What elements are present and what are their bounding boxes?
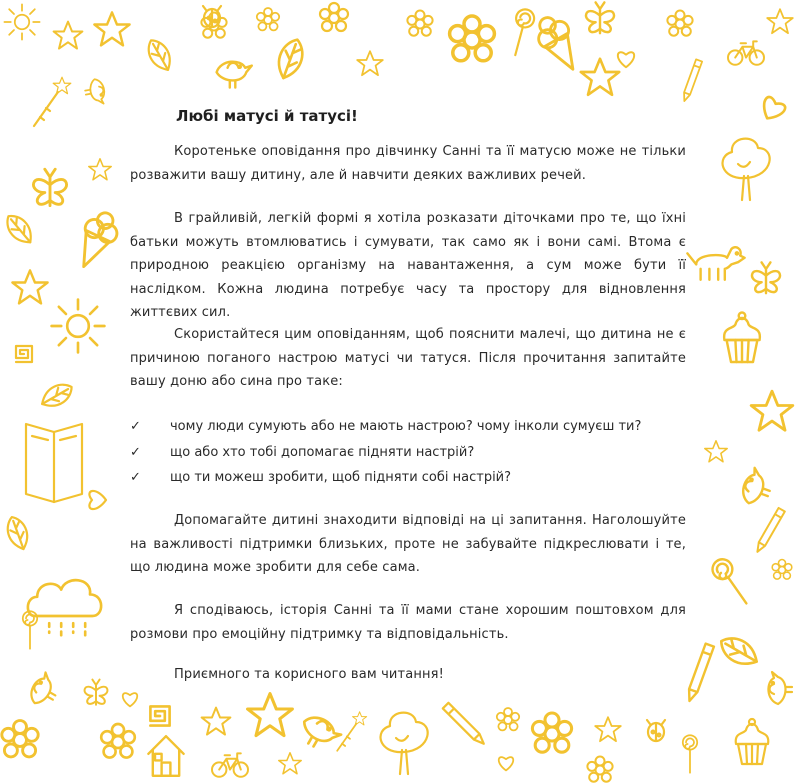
paragraph-hope (130, 599, 686, 646)
paragraph-intro (130, 140, 686, 187)
checkmark-icon: ✓ (130, 470, 141, 485)
question-text: чому люди сумують або не мають настрою? чому інколи сумуєш ти? (170, 419, 642, 434)
paragraph-signoff (130, 663, 686, 687)
checkmark-icon: ✓ (130, 444, 141, 460)
paragraph-fatigue (130, 207, 686, 325)
paragraph-text: Скористайтеся цим оповіданням, щоб пояснити малечі, що дитина не є причиною поганого настрою матусі чи татуся. Після прочитання запитайте вашу доню або сина про таке: (130, 327, 686, 389)
list-item (130, 414, 641, 440)
paragraph-text: Коротеньке оповідання про дівчинку Санні та її матусю може не тільки розважити вашу дитину, але й навчити деяких важливих речей. (130, 144, 686, 183)
paragraph-text: Я сподіваюсь, історія Санні та її мами стане хорошим поштовхом для розмови про емоційну підтримку та відповідальність. (130, 603, 686, 642)
question-text: що ти можеш зробити, щоб підняти собі настрій? (170, 470, 512, 485)
paragraph-text: Допомагайте дитині знаходити відповіді на ці запитання. Наголошуйте на важливості підтримки близьких, проте не забувайте підкреслювати і те, що людина може зробити для себе сама. (130, 513, 686, 575)
list-item (130, 440, 641, 466)
question-text: що або хто тобі допомагає підняти настрій? (170, 444, 475, 460)
letter-title: Любі матусі й татусі! (176, 107, 358, 125)
checkmark-icon: ✓ (130, 419, 141, 434)
paragraph-text: В грайливій, легкій формі я хотіла розказати діточками про те, що їхні батьки можуть втомлюватись і сумувати, так само як і вони самі. Втома є природною реакцією організму на навантаження, а сум може бути її наслідком. Кожна людина потребує часу та простору для відновлення життєвих сил. (130, 211, 686, 320)
list-item (130, 465, 641, 491)
paragraph-support (130, 509, 686, 580)
paragraph-usage (130, 323, 686, 394)
question-list (130, 414, 641, 491)
paragraph-text: Приємного та корисного вам читання! (174, 667, 444, 682)
